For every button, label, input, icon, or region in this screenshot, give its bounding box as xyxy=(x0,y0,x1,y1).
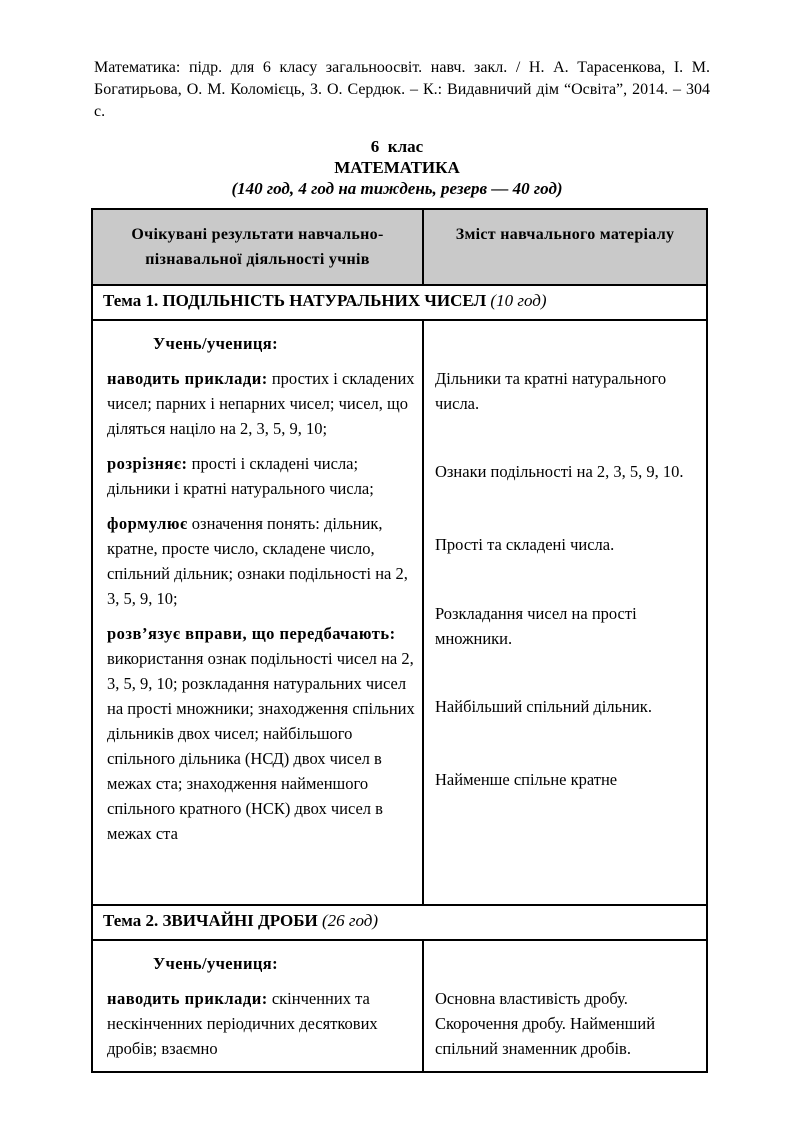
citation: Математика: підр. для 6 класу загальноосвіт. навч. закл. / Н. А. Тарасенкова, І. М. Богатирьова, О. М. Коломієць, З. О. Сердюк. – К.: Видавничий дім “Освіта”, 2014. – 304 с. xyxy=(94,59,710,120)
theme-1-title-cell xyxy=(92,285,707,320)
theme-2-hours: (26 год) xyxy=(321,911,379,930)
table-header-row xyxy=(92,209,707,285)
theme-2-title: Тема 2. ЗВИЧАЙНІ ДРОБИ xyxy=(103,911,318,930)
headings-block xyxy=(0,136,794,199)
hours-heading: (140 год, 4 год на тиждень, резерв — 40 год) xyxy=(231,179,563,198)
theme-2-title-cell xyxy=(92,905,707,940)
content-item: Найменше спільне кратне xyxy=(435,770,618,789)
outcome-paragraph xyxy=(107,451,416,501)
outcome-text: простих і складених чисел; парних і непарних чисел; чисел, що діляться націло на 2, 3, 5, 9, 10; xyxy=(107,369,415,438)
section-2-row xyxy=(92,940,707,1072)
section-1-row xyxy=(92,320,707,905)
content-item: Дільники та кратні натурального числа. xyxy=(435,369,667,413)
outcome-text: використання ознак подільності чисел на 2, 3, 5, 9, 10; розкладання натуральних чисел на прості множники; знаходження спільних дільників двох чисел; найбільшого спільного дільника (НСД) двох чисел в межах ста; знаходження найменшого спільного кратного (НСК) двох чисел в межах ста xyxy=(107,649,415,843)
content-item: Основна властивість дробу. Скорочення дробу. Найменший спільний знаменник дробів. xyxy=(435,989,656,1058)
outcome-lead: наводить приклади: xyxy=(107,369,268,388)
student-heading: Учень/учениця: xyxy=(153,334,278,353)
theme-1-title: Тема 1. ПОДІЛЬНІСТЬ НАТУРАЛЬНИХ ЧИСЕЛ xyxy=(103,291,487,310)
outcome-text: означення понять: дільник, кратне, просте число, складене число, спільний дільник; ознаки подільності на 2, 3, 5, 9, 10; xyxy=(107,514,408,608)
theme-1-row xyxy=(92,285,707,320)
outcome-lead: розрізняє: xyxy=(107,454,188,473)
student-heading: Учень/учениця: xyxy=(153,954,278,973)
header-col-outcomes: Очікувані результати навчально-пізнавальної діяльності учнів xyxy=(92,209,423,285)
outcome-text: скінченних та нескінченних періодичних десяткових дробів; взаємно xyxy=(107,989,378,1058)
section-2-content-cell xyxy=(423,940,707,1072)
outcome-lead: наводить приклади: xyxy=(107,989,268,1008)
section-2-outcomes-cell xyxy=(92,940,423,1072)
header-col-content: Зміст навчального матеріалу xyxy=(423,209,707,285)
subject-heading: МАТЕМАТИКА xyxy=(334,158,460,177)
content-item: Прості та складені числа. xyxy=(435,535,615,554)
outcome-text: прості і складені числа; дільники і кратні натурального числа; xyxy=(107,454,374,498)
outcome-paragraph xyxy=(107,511,416,611)
grade-heading: 6 клас xyxy=(370,137,424,156)
section-1-outcomes-cell xyxy=(92,320,423,905)
outcome-lead: формулює xyxy=(107,514,188,533)
section-1-content-cell xyxy=(423,320,707,905)
outcome-lead: розв’язує вправи, що передбачають: xyxy=(107,624,396,643)
outcome-paragraph xyxy=(107,621,416,846)
content-item: Найбільший спільний дільник. xyxy=(435,697,652,716)
curriculum-table xyxy=(91,208,708,1073)
content-item: Ознаки подільності на 2, 3, 5, 9, 10. xyxy=(435,462,684,481)
outcome-paragraph xyxy=(107,366,416,441)
outcome-paragraph xyxy=(107,986,416,1061)
theme-2-row xyxy=(92,905,707,940)
theme-1-hours: (10 год) xyxy=(490,291,547,310)
content-item: Розкладання чисел на прості множники. xyxy=(435,604,637,648)
